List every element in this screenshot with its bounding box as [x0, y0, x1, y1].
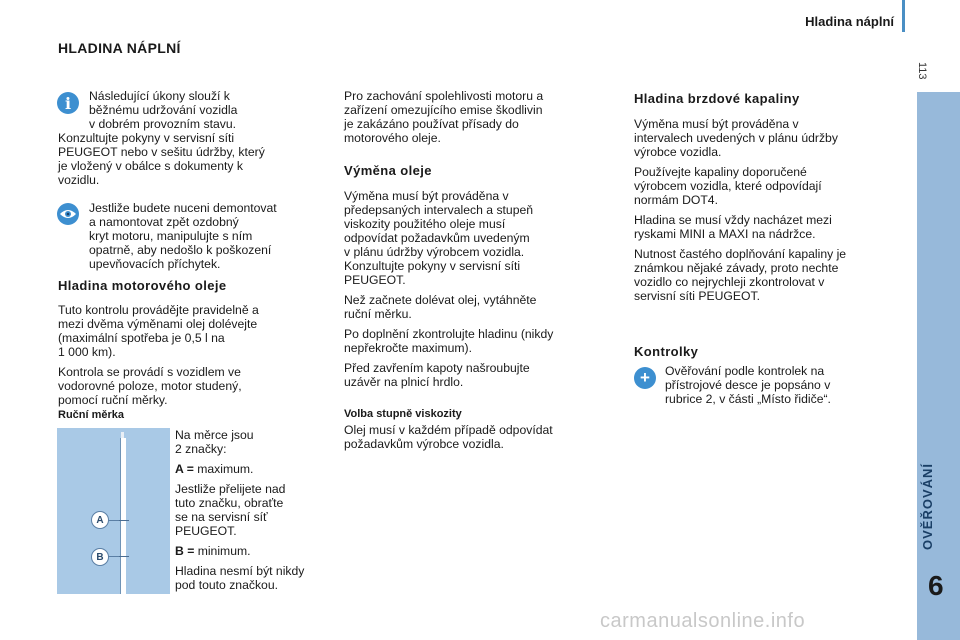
warning-line: opatrně, aby nedošlo k poškození	[89, 243, 272, 257]
text-line: Používejte kapaliny doporučené	[634, 165, 807, 179]
text-line: Ověřování podle kontrolek na	[665, 364, 825, 378]
warning-line: kryt motoru, manipulujte s ním	[89, 229, 253, 243]
brake-fluid-text	[634, 117, 909, 309]
page-title: HLADINA NÁPLNÍ	[58, 40, 181, 56]
mark-b-label: B	[91, 548, 109, 566]
text-line: normám DOT4.	[634, 193, 718, 207]
oil-change-heading: Výměna oleje	[344, 163, 432, 178]
mark-a-label: A	[91, 511, 109, 529]
text-line: předepsaných intervalech a stupeň	[344, 203, 534, 217]
eye-icon-wrap	[57, 203, 79, 225]
text-line: známkou nějaké závady, proto nechte	[634, 261, 839, 275]
text-line: servisní síti PEUGEOT.	[634, 289, 760, 303]
text-line: PEUGEOT.	[344, 273, 406, 287]
dipstick-illustration	[57, 428, 170, 594]
text-line: uzávěr na plnicí hrdlo.	[344, 375, 464, 389]
info-note-line-2: v dobrém provozním stavu.	[89, 117, 236, 131]
text-line: Hladina se musí vždy nacházet mezi	[634, 213, 832, 227]
page-number: 113	[916, 62, 928, 80]
viscosity-heading: Volba stupně viskozity	[344, 408, 462, 420]
text-line: Kontrola se provádí s vozidlem ve	[58, 365, 241, 379]
text-line: pod touto značkou.	[175, 578, 278, 592]
watermark-text: carmanualsonline.info	[600, 610, 806, 632]
text-line: výrobcem vozidla, které odpovídají	[634, 179, 822, 193]
info-note-line-1: běžnému udržování vozidla	[89, 103, 238, 117]
min-key: B =	[175, 544, 195, 558]
text-line: Než začnete dolévat olej, vytáhněte	[344, 293, 537, 307]
info-note-line-5: je vložený v obálce s dokumenty k	[58, 159, 243, 173]
text-line: ruční měrku.	[344, 307, 412, 321]
text-line: Tuto kontrolu provádějte pravidelně a	[58, 303, 259, 317]
engine-oil-heading: Hladina motorového oleje	[58, 278, 227, 293]
chapter-tab	[917, 92, 960, 640]
min-definition	[175, 544, 335, 558]
oil-change-text	[344, 189, 619, 395]
warning-line: a namontovat zpět ozdobný	[89, 215, 239, 229]
engine-oil-text	[58, 303, 328, 413]
viscosity-text	[344, 423, 619, 451]
text-line: intervalech uvedených v plánu údržby	[634, 131, 838, 145]
text-line: mezi dvěma výměnami olej dolévejte	[58, 317, 258, 331]
text-line: přístrojové desce je popsáno v	[665, 378, 831, 392]
text-line: 1 000 km).	[58, 345, 116, 359]
text-line: Nutnost častého doplňování kapaliny je	[634, 247, 847, 261]
text-line: PEUGEOT.	[175, 524, 237, 538]
info-icon: i	[57, 92, 79, 114]
info-note-line-6: vozidlu.	[58, 173, 100, 187]
plus-icon-wrap	[634, 367, 656, 389]
plus-icon: +	[634, 367, 656, 389]
text-line: Po doplnění zkontrolujte hladinu (nikdy	[344, 327, 554, 341]
dipstick-text	[175, 428, 335, 592]
warning-lamps-heading: Kontrolky	[634, 344, 699, 359]
header-accent-line	[902, 0, 905, 32]
text-line: (maximální spotřeba je 0,5 l na	[58, 331, 225, 345]
text-line: vodorovné poloze, motor studený,	[58, 379, 242, 393]
max-key: A =	[175, 462, 194, 476]
max-definition	[175, 462, 335, 476]
min-value: minimum.	[194, 544, 251, 558]
text-line: nepřekročte maximum).	[344, 341, 473, 355]
text-line: odpovídat požadavkům uvedeným	[344, 231, 530, 245]
text-line: Výměna musí být prováděna v	[344, 189, 509, 203]
text-line: motorového oleje.	[344, 131, 441, 145]
text-line: požadavkům výrobce vozidla.	[344, 437, 504, 451]
text-line: 2 značky:	[175, 442, 227, 456]
section-title: Hladina náplní	[805, 14, 894, 29]
text-line: vozidlo co nejrychleji zkontrolovat v	[634, 275, 825, 289]
brake-fluid-heading: Hladina brzdové kapaliny	[634, 91, 800, 106]
info-note-first: Následující úkony slouží k	[89, 89, 230, 103]
text-line: Před zavřením kapoty našroubujte	[344, 361, 530, 375]
chapter-label: OVĚŘOVÁNÍ	[920, 462, 935, 550]
text-line: rubrice 2, v části „Místo řidiče“.	[665, 392, 831, 406]
warning-line: Jestliže budete nuceni demontovat	[89, 201, 277, 215]
additives-warning	[344, 89, 614, 145]
info-icon-wrap	[57, 92, 79, 114]
dipstick-heading: Ruční měrka	[58, 409, 125, 421]
text-line: Hladina nesmí být nikdy	[175, 564, 305, 578]
text-line: Jestliže přelijete nad	[175, 482, 286, 496]
text-line: výrobce vozidla.	[634, 145, 722, 159]
chapter-number: 6	[928, 570, 944, 601]
text-line: je zakázáno používat přísady do	[344, 117, 519, 131]
text-line: se na servisní síť	[175, 510, 268, 524]
text-line: viskozity použitého oleje musí	[344, 217, 506, 231]
text-line: pomocí ruční měrky.	[58, 393, 168, 407]
text-line: Olej musí v každém případě odpovídat	[344, 423, 553, 437]
info-note-line-3: Konzultujte pokyny v servisní síti	[58, 131, 235, 145]
max-value: maximum.	[193, 462, 254, 476]
text-line: ryskami MINI a MAXI na nádržce.	[634, 227, 816, 241]
warning-line: upevňovacích příchytek.	[89, 257, 221, 271]
dipstick-rod	[120, 438, 126, 594]
text-line: v plánu údržby výrobcem vozidla.	[344, 245, 525, 259]
text-line: Konzultujte pokyny v servisní síti	[344, 259, 521, 273]
text-line: Výměna musí být prováděna v	[634, 117, 799, 131]
text-line: zařízení omezujícího emise škodlivin	[344, 103, 543, 117]
info-note-line-4: PEUGEOT nebo v sešitu údržby, který	[58, 145, 265, 159]
text-line: Pro zachování spolehlivosti motoru a	[344, 89, 544, 103]
warning-lamps-text	[665, 364, 905, 406]
text-line: tuto značku, obraťte	[175, 496, 284, 510]
eye-icon	[57, 203, 79, 225]
warning-note	[89, 201, 329, 271]
text-line: Na měrce jsou	[175, 428, 254, 442]
